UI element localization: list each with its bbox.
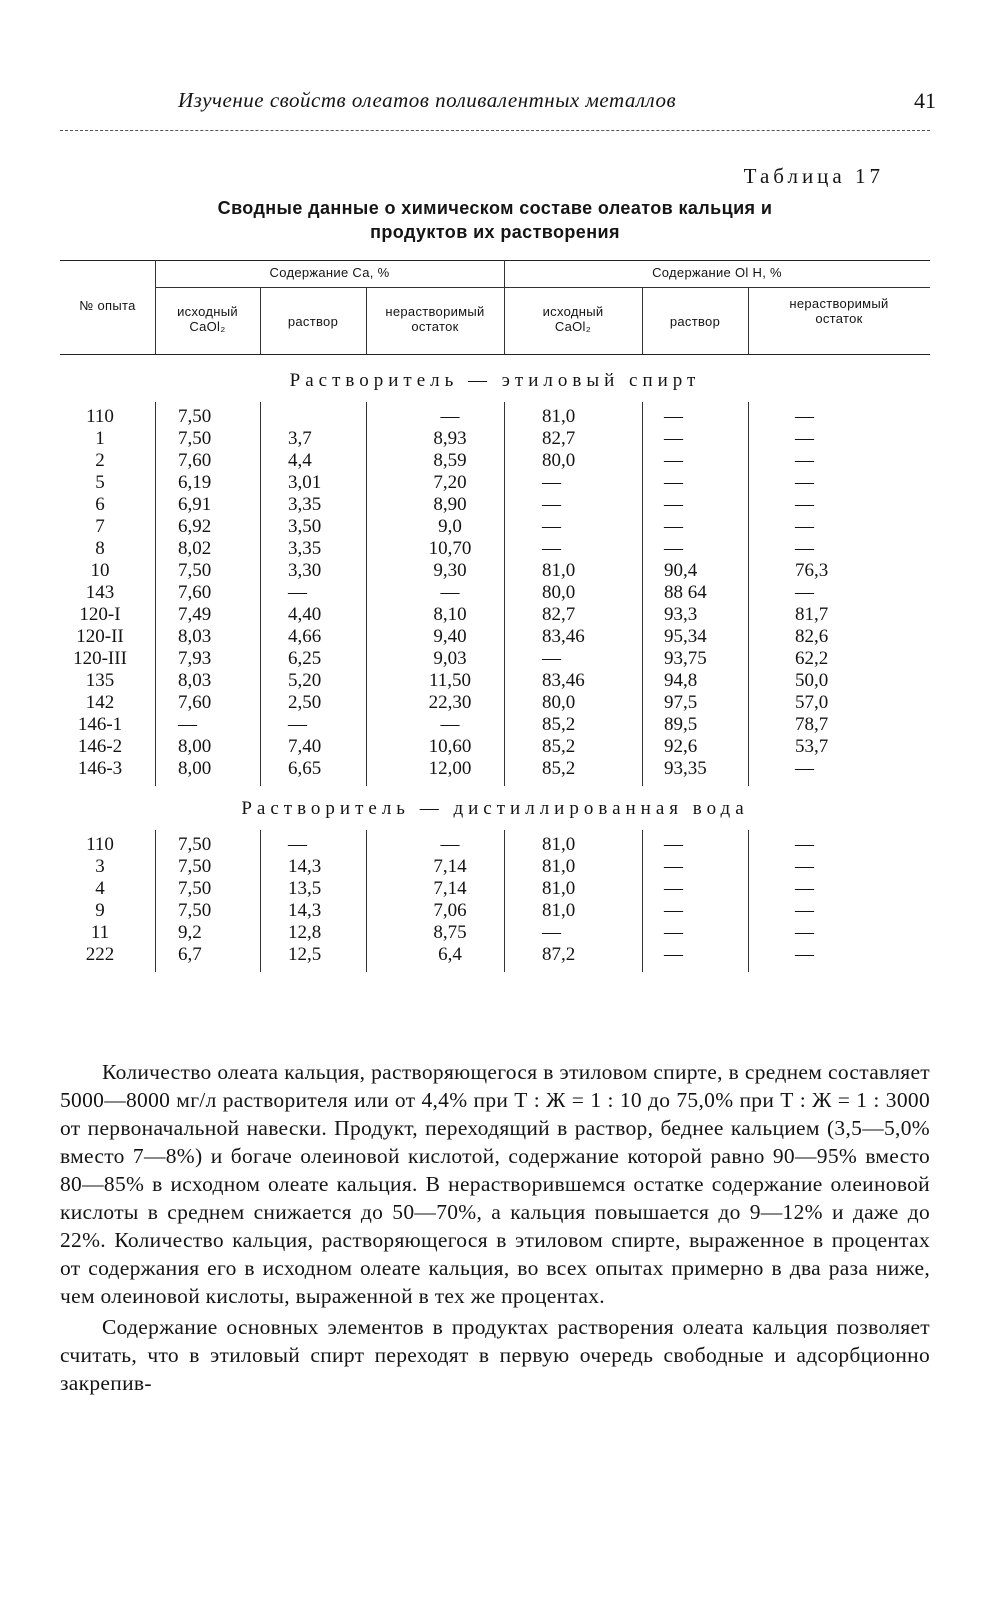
table-cell: — xyxy=(664,406,683,427)
table-cell: — xyxy=(664,944,683,965)
table-cell: 94,8 xyxy=(664,670,698,691)
table-cell: — xyxy=(664,450,683,471)
table-cell: 2 xyxy=(95,450,105,471)
table-row xyxy=(60,582,930,604)
table-cell: 146-1 xyxy=(77,714,123,735)
section-label: Растворитель — дистиллированная вода xyxy=(241,798,749,819)
table-cell: 6,4 xyxy=(438,944,462,965)
table-top-rule xyxy=(60,260,930,261)
table-cell: 7,06 xyxy=(433,900,467,921)
table-cell: — xyxy=(440,834,460,855)
table-row xyxy=(60,472,930,494)
table-cell: 6,92 xyxy=(178,516,212,537)
table-cell: 6,25 xyxy=(288,648,322,669)
body-text xyxy=(60,1058,930,1397)
table-cell: 7,60 xyxy=(178,692,212,713)
table-cell: 97,5 xyxy=(664,692,698,713)
table-row xyxy=(60,604,930,626)
table-row xyxy=(60,428,930,450)
table-cell: — xyxy=(795,878,814,899)
table-cell: 92,6 xyxy=(664,736,698,757)
table-cell: — xyxy=(664,856,683,877)
table-row xyxy=(60,626,930,648)
table-cell: 81,0 xyxy=(542,560,576,581)
table-cell: 9,0 xyxy=(438,516,462,537)
table-cell: 146-2 xyxy=(77,736,123,757)
table-cell: 7,40 xyxy=(288,736,322,757)
table-cell: 7,50 xyxy=(178,406,212,427)
header-solution-ol: раствор xyxy=(669,314,721,329)
header-insoluble-ol: нерастворимый остаток xyxy=(789,296,889,326)
table-cell: 5,20 xyxy=(288,670,322,691)
table-row xyxy=(60,516,930,538)
table-cell: 85,2 xyxy=(542,736,576,757)
table-row xyxy=(60,944,930,966)
col-divider xyxy=(155,402,156,786)
table-cell: 85,2 xyxy=(542,758,576,779)
table-cell: 81,7 xyxy=(795,604,829,625)
col-divider xyxy=(642,402,643,786)
table-cell: 7,49 xyxy=(178,604,212,625)
table-cell: 7,50 xyxy=(178,560,212,581)
table-cell: 3,30 xyxy=(288,560,322,581)
table-cell: 110 xyxy=(86,406,114,427)
table-cell: 4,66 xyxy=(288,626,322,647)
table-cell: — xyxy=(795,900,814,921)
table-cell: — xyxy=(664,900,683,921)
table-cell: 9 xyxy=(95,900,105,921)
table-cell: 120-III xyxy=(73,648,127,669)
table-cell: — xyxy=(440,582,460,603)
table-cell: 7,93 xyxy=(178,648,212,669)
table-cell: 12,8 xyxy=(288,922,322,943)
table-row xyxy=(60,560,930,582)
table-cell: 10,70 xyxy=(428,538,472,559)
table-cell: 11,50 xyxy=(428,670,472,691)
table-row xyxy=(60,538,930,560)
header-insoluble-ca: нерастворимый остаток xyxy=(385,304,485,334)
table-cell: 4,4 xyxy=(288,450,312,471)
header-experiment-no: № опыта xyxy=(79,298,136,313)
table-cell: 7,50 xyxy=(178,878,212,899)
table-cell: — xyxy=(795,494,814,515)
col-divider xyxy=(748,402,749,786)
table-cell: 13,5 xyxy=(288,878,322,899)
table-row xyxy=(60,856,930,878)
table-cell: 6,91 xyxy=(178,494,212,515)
table-cell: 6,7 xyxy=(178,944,202,965)
table-cell: — xyxy=(664,516,683,537)
table-cell: 82,7 xyxy=(542,604,576,625)
table-cell: 81,0 xyxy=(542,406,576,427)
table-cell: 7,50 xyxy=(178,428,212,449)
table-cell: 12,5 xyxy=(288,944,322,965)
table-row xyxy=(60,900,930,922)
table-cell: 6,19 xyxy=(178,472,212,493)
table-cell: 7,50 xyxy=(178,834,212,855)
table-cell: 7,20 xyxy=(433,472,467,493)
table-row xyxy=(60,878,930,900)
table-cell: — xyxy=(664,538,683,559)
table-cell: 83,46 xyxy=(542,670,585,691)
table-cell: 82,6 xyxy=(795,626,829,647)
table-cell: 10 xyxy=(90,560,110,581)
table-cell: — xyxy=(664,494,683,515)
table-cell: — xyxy=(542,516,561,537)
page-number: 41 xyxy=(914,88,936,113)
table-row xyxy=(60,406,930,428)
table-row xyxy=(60,758,930,780)
table-row xyxy=(60,692,930,714)
running-head xyxy=(60,88,940,122)
table-cell: 87,2 xyxy=(542,944,576,965)
table-cell: 222 xyxy=(85,944,115,965)
header-rule xyxy=(60,130,930,131)
table-cell: — xyxy=(795,944,814,965)
col-divider xyxy=(155,830,156,972)
table-cell: 7,60 xyxy=(178,450,212,471)
table-row xyxy=(60,648,930,670)
table-cell: 3,01 xyxy=(288,472,322,493)
table-cell: — xyxy=(178,714,197,735)
table-cell: 78,7 xyxy=(795,714,829,735)
table-cell: — xyxy=(288,714,307,735)
table-cell: — xyxy=(288,834,307,855)
table-cell: 90,4 xyxy=(664,560,698,581)
table-cell: 76,3 xyxy=(795,560,829,581)
col-divider xyxy=(642,830,643,972)
table-cell: 80,0 xyxy=(542,692,576,713)
table-cell: — xyxy=(795,856,814,877)
table-cell: 5 xyxy=(95,472,105,493)
table-cell: 8,59 xyxy=(433,450,467,471)
table-cell: 8,93 xyxy=(433,428,467,449)
table-cell: 7,50 xyxy=(178,856,212,877)
table-cell: 8,00 xyxy=(178,758,212,779)
table-row xyxy=(60,834,930,856)
table-cell: 135 xyxy=(85,670,115,691)
table-cell: — xyxy=(664,922,683,943)
header-initial-ol: исходный CaOl₂ xyxy=(542,304,604,334)
paragraph: Количество олеата кальция, растворяющегося в этиловом спирте, в среднем составляет 5000—8000 мг/л растворителя или от 4,4% при Т : Ж = 1 : 10 до 75,0% при Т : Ж = 1 : 3000 от первоначальной навески. Продукт, переходящий в раствор, беднее кальцием (3,5—5,0% вместо 7—8%) и богаче олеиновой кислотой, содержание которой равно 90—95% вместо 80—85% в исходном олеате кальция. В нерастворившемся остатке содержание олеиновой кислоты в среднем снижается до 50—70%, а кальция повышается до 9—12% и даже до 22%. Количество кальция, растворяющегося в этиловом спирте, выраженное в процентах от содержания его в исходном олеате кальция, во всех опытах примерно в два раза ниже, чем олеиновой кислоты, выраженной в тех же процентах. xyxy=(60,1060,930,1308)
table-cell: 93,75 xyxy=(664,648,707,669)
table-cell: — xyxy=(288,582,307,603)
table-cell: — xyxy=(795,538,814,559)
table-title-line-2: продуктов их растворения xyxy=(370,222,620,242)
table-cell: 9,03 xyxy=(433,648,467,669)
table-cell: 8,10 xyxy=(433,604,467,625)
table-cell: 4,40 xyxy=(288,604,322,625)
table-cell: — xyxy=(795,450,814,471)
table-cell: 50,0 xyxy=(795,670,829,691)
table-cell: 12,00 xyxy=(428,758,472,779)
table-cell: — xyxy=(664,428,683,449)
table-cell: — xyxy=(795,516,814,537)
table-cell: — xyxy=(795,834,814,855)
table-cell: 110 xyxy=(86,834,114,855)
table-cell: — xyxy=(542,922,561,943)
table-row xyxy=(60,670,930,692)
table-cell: 81,0 xyxy=(542,878,576,899)
header-solution-ca: раствор xyxy=(287,314,339,329)
table-cell: 83,46 xyxy=(542,626,585,647)
col-divider xyxy=(260,402,261,786)
table-cell: 11 xyxy=(90,922,110,943)
col-divider xyxy=(748,830,749,972)
table-cell: — xyxy=(795,428,814,449)
table-cell: 1 xyxy=(95,428,105,449)
table-cell: — xyxy=(440,406,460,427)
table-cell: 7,60 xyxy=(178,582,212,603)
table-cell: — xyxy=(664,878,683,899)
table-cell: 120-II xyxy=(76,626,124,647)
table-cell: — xyxy=(795,758,814,779)
table-cell: 14,3 xyxy=(288,900,322,921)
table-cell: 8,03 xyxy=(178,626,212,647)
table-cell: 93,35 xyxy=(664,758,707,779)
table-cell: 53,7 xyxy=(795,736,829,757)
table-cell: 3 xyxy=(95,856,105,877)
table-cell: 142 xyxy=(85,692,115,713)
table-cell: 22,30 xyxy=(428,692,472,713)
table-cell: 120-I xyxy=(79,604,121,625)
table-row xyxy=(60,450,930,472)
table-cell: 3,50 xyxy=(288,516,322,537)
table-row xyxy=(60,736,930,758)
table-cell: 8,02 xyxy=(178,538,212,559)
header-group-ca: Содержание Са, % xyxy=(269,265,390,280)
col-divider xyxy=(504,402,505,786)
table-cell: 4 xyxy=(95,878,105,899)
table-cell: — xyxy=(795,582,814,603)
table-cell: 93,3 xyxy=(664,604,698,625)
table-cell: 82,7 xyxy=(542,428,576,449)
table-cell: 81,0 xyxy=(542,834,576,855)
table-cell: 6 xyxy=(95,494,105,515)
table-cell: 80,0 xyxy=(542,450,576,471)
table-cell: 81,0 xyxy=(542,856,576,877)
table-cell: — xyxy=(795,472,814,493)
table-cell: — xyxy=(795,406,814,427)
table-cell: 81,0 xyxy=(542,900,576,921)
table-cell: 6,65 xyxy=(288,758,322,779)
table-cell: 8,00 xyxy=(178,736,212,757)
col-divider xyxy=(366,830,367,972)
table-cell: 80,0 xyxy=(542,582,576,603)
table-cell: — xyxy=(664,472,683,493)
table-cell: 9,2 xyxy=(178,922,202,943)
table-cell: 8,90 xyxy=(433,494,467,515)
table-cell: 85,2 xyxy=(542,714,576,735)
table-cell: 7,50 xyxy=(178,900,212,921)
running-title: Изучение свойств олеатов поливалентных металлов xyxy=(178,88,677,112)
table-cell: — xyxy=(542,648,561,669)
table-title xyxy=(60,196,930,244)
table-row xyxy=(60,922,930,944)
table-cell: 14,3 xyxy=(288,856,322,877)
table-cell: 2,50 xyxy=(288,692,322,713)
table-cell: 7,14 xyxy=(433,878,467,899)
table-cell: 3,35 xyxy=(288,538,322,559)
table-cell: — xyxy=(542,494,561,515)
group-header-rule xyxy=(155,287,930,288)
table-cell: 9,40 xyxy=(433,626,467,647)
col-divider xyxy=(260,830,261,972)
header-initial-ca: исходный CaOl₂ xyxy=(177,304,238,334)
table-cell: 7,14 xyxy=(433,856,467,877)
table-cell: 10,60 xyxy=(428,736,472,757)
data-table xyxy=(60,260,930,1030)
table-cell: 3,7 xyxy=(288,428,312,449)
table-cell: 8,75 xyxy=(433,922,467,943)
table-cell: 9,30 xyxy=(433,560,467,581)
table-row xyxy=(60,494,930,516)
table-number: Таблица 17 xyxy=(743,164,884,188)
table-cell: 7 xyxy=(95,516,105,537)
table-cell: 88 64 xyxy=(664,582,707,603)
section-label: Растворитель — этиловый спирт xyxy=(289,370,701,391)
table-cell: 62,2 xyxy=(795,648,829,669)
table-cell: 57,0 xyxy=(795,692,829,713)
table-cell: — xyxy=(542,538,561,559)
table-cell: — xyxy=(664,834,683,855)
table-cell: 143 xyxy=(85,582,115,603)
paragraph: Содержание основных элементов в продуктах растворения олеата кальция позволяет считать, что в этиловый спирт переходят в первую очередь свободные и адсорбционно закрепив- xyxy=(60,1315,930,1395)
table-cell: 89,5 xyxy=(664,714,698,735)
header-group-ol: Содержание Ol H, % xyxy=(652,265,782,280)
table-cell: 3,35 xyxy=(288,494,322,515)
header-bottom-rule xyxy=(60,354,930,355)
table-cell: — xyxy=(440,714,460,735)
table-cell: 8,03 xyxy=(178,670,212,691)
col-divider xyxy=(366,402,367,786)
table-cell: 146-3 xyxy=(77,758,123,779)
table-cell: 95,34 xyxy=(664,626,707,647)
col-divider xyxy=(504,830,505,972)
table-row xyxy=(60,714,930,736)
table-cell: — xyxy=(795,922,814,943)
table-title-line-1: Сводные данные о химическом составе олеатов кальция и xyxy=(217,198,773,218)
table-cell: 8 xyxy=(95,538,105,559)
table-cell: — xyxy=(542,472,561,493)
